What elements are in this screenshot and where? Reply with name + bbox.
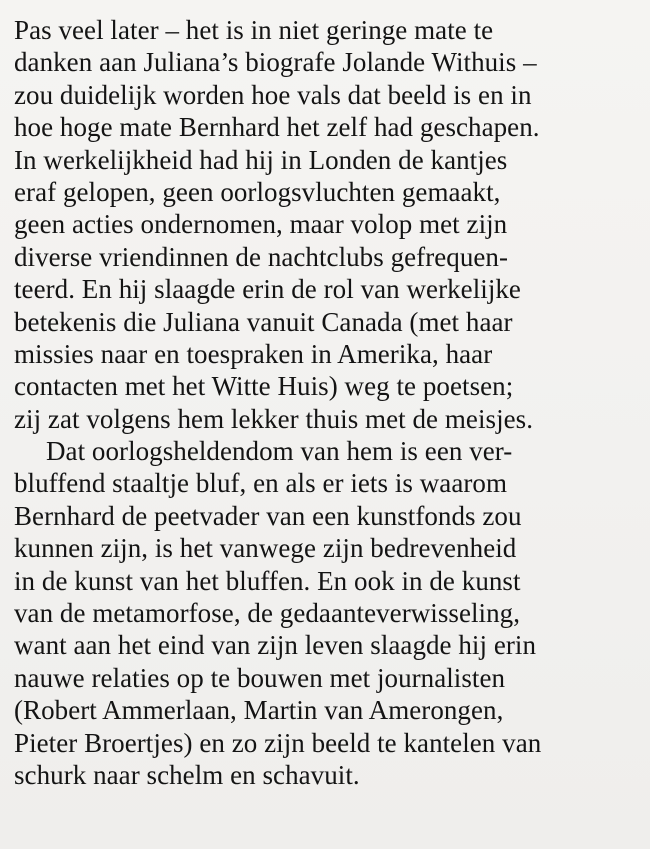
text-line: teerd. En hij slaagde erin de rol van werkelijke <box>14 274 521 305</box>
text-line: zij zat volgens hem lekker thuis met de meisjes. <box>14 403 534 434</box>
text-line: Dat oorlogsheldendom van hem is een ver- <box>46 436 513 467</box>
text-line: In werkelijkheid had hij in Londen de kantjes <box>14 144 508 175</box>
text-line: Pas veel later – het is in niet geringe mate te <box>14 15 494 45</box>
paragraph-2 <box>14 435 638 791</box>
body-text <box>14 14 638 791</box>
text-line: missies naar en toespraken in Amerika, haar <box>14 338 493 369</box>
text-line: hoe hoge mate Bernhard het zelf had geschapen. <box>14 112 540 143</box>
text-line: (Robert Ammerlaan, Martin van Amerongen, <box>14 695 504 726</box>
text-line: Bernhard de peetvader van een kunstfonds zou <box>14 500 522 531</box>
text-line: in de kunst van het bluffen. En ook in de kunst <box>14 565 521 596</box>
text-line: geen acties ondernomen, maar volop met zijn <box>14 209 508 240</box>
text-line: Pieter Broertjes) en zo zijn beeld te kantelen van <box>14 727 542 758</box>
text-line: bluffend staaltje bluf, en als er iets is waarom <box>14 468 508 499</box>
text-line: zou duidelijk worden hoe vals dat beeld is en in <box>14 79 532 110</box>
text-line: nauwe relaties op te bouwen met journalisten <box>14 662 506 693</box>
paragraph-1 <box>14 14 638 435</box>
text-line: betekenis die Juliana vanuit Canada (met haar <box>14 306 513 337</box>
text-line: want aan het eind van zijn leven slaagde hij erin <box>14 630 537 661</box>
text-line: eraf gelopen, geen oorlogsvluchten gemaakt, <box>14 176 501 207</box>
text-line: danken aan Juliana’s biografe Jolande Withuis – <box>14 47 537 78</box>
text-line: van de metamorfose, de gedaanteverwisseling, <box>14 598 521 629</box>
text-line: kunnen zijn, is het vanwege zijn bedrevenheid <box>14 533 517 564</box>
text-line: schurk naar schelm en schavuit. <box>14 759 360 790</box>
text-line: diverse vriendinnen de nachtclubs gefrequen- <box>14 241 509 272</box>
text-line: contacten met het Witte Huis) weg te poetsen; <box>14 371 514 402</box>
